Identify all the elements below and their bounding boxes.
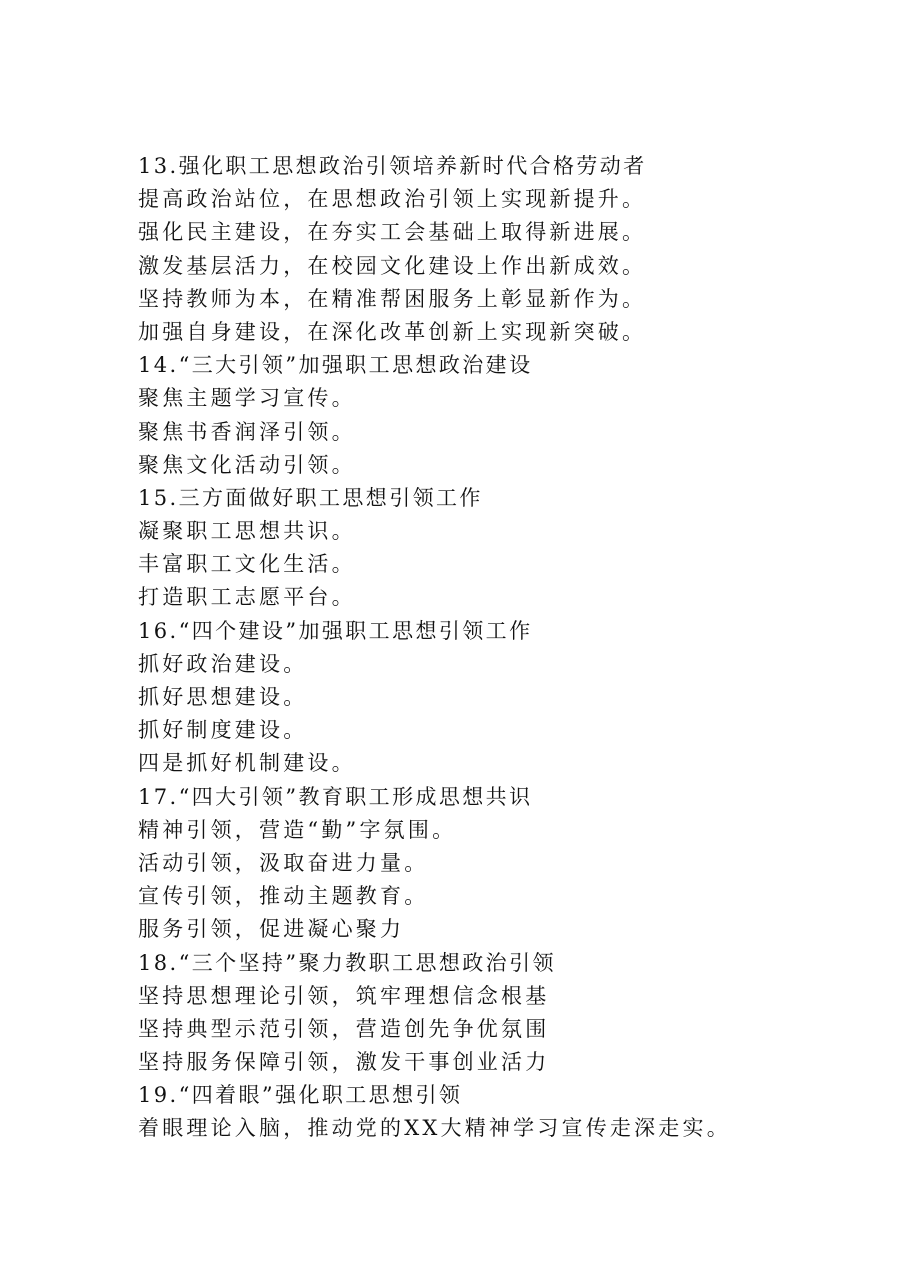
section-heading-18: 18.“三个坚持”聚力教职工思想政治引领 (138, 950, 556, 975)
text-line: 坚持服务保障引领，激发干事创业活力 (138, 1050, 550, 1075)
text-line: 打造职工志愿平台。 (138, 585, 356, 610)
text-line: 坚持思想理论引领，筑牢理想信念根基 (138, 983, 550, 1008)
section-heading-13: 13.强化职工思想政治引领培养新时代合格劳动者 (138, 154, 647, 178)
text-line: 聚焦主题学习宣传。 (138, 386, 356, 411)
text-line: 加强自身建设，在深化改革创新上实现新突破。 (138, 319, 647, 344)
document-body (138, 150, 878, 1146)
text-line: 强化民主建设，在夯实工会基础上取得新进展。 (138, 220, 647, 245)
text-line: 抓好制度建设。 (138, 718, 308, 743)
text-line: 坚持教师为本，在精准帮困服务上彰显新作为。 (138, 286, 647, 311)
text-line: 坚持典型示范引领，营造创先争优氛围 (138, 1016, 550, 1041)
text-line: 宣传引领，推动主题教育。 (138, 884, 429, 909)
text-line: 四是抓好机制建设。 (138, 751, 356, 776)
text-line: 聚焦文化活动引领。 (138, 452, 356, 477)
text-line: 抓好政治建设。 (138, 651, 308, 676)
section-heading-15: 15.三方面做好职工思想引领工作 (138, 485, 483, 510)
text-line: 着眼理论入脑，推动党的XX大精神学习宣传走深走实。 (138, 1116, 731, 1141)
text-line: 提高政治站位，在思想政治引领上实现新提升。 (138, 187, 647, 212)
text-line: 激发基层活力，在校园文化建设上作出新成效。 (138, 253, 647, 278)
section-heading-16: 16.“四个建设”加强职工思想引领工作 (138, 618, 533, 643)
text-line: 聚焦书香润泽引领。 (138, 419, 356, 444)
section-heading-19: 19.“四着眼”强化职工思想引领 (138, 1083, 463, 1108)
text-line: 精神引领，营造“勤”字氛围。 (138, 817, 457, 842)
text-line: 凝聚职工思想共识。 (138, 519, 356, 544)
text-line: 抓好思想建设。 (138, 685, 308, 709)
section-heading-14: 14.“三大引领”加强职工思想政治建设 (138, 353, 533, 378)
section-heading-17: 17.“四大引领”教育职工形成思想共识 (138, 784, 533, 809)
text-line: 服务引领，促进凝心聚力 (138, 917, 405, 942)
text-line: 活动引领，汲取奋进力量。 (138, 850, 429, 875)
text-line: 丰富职工文化生活。 (138, 552, 356, 577)
